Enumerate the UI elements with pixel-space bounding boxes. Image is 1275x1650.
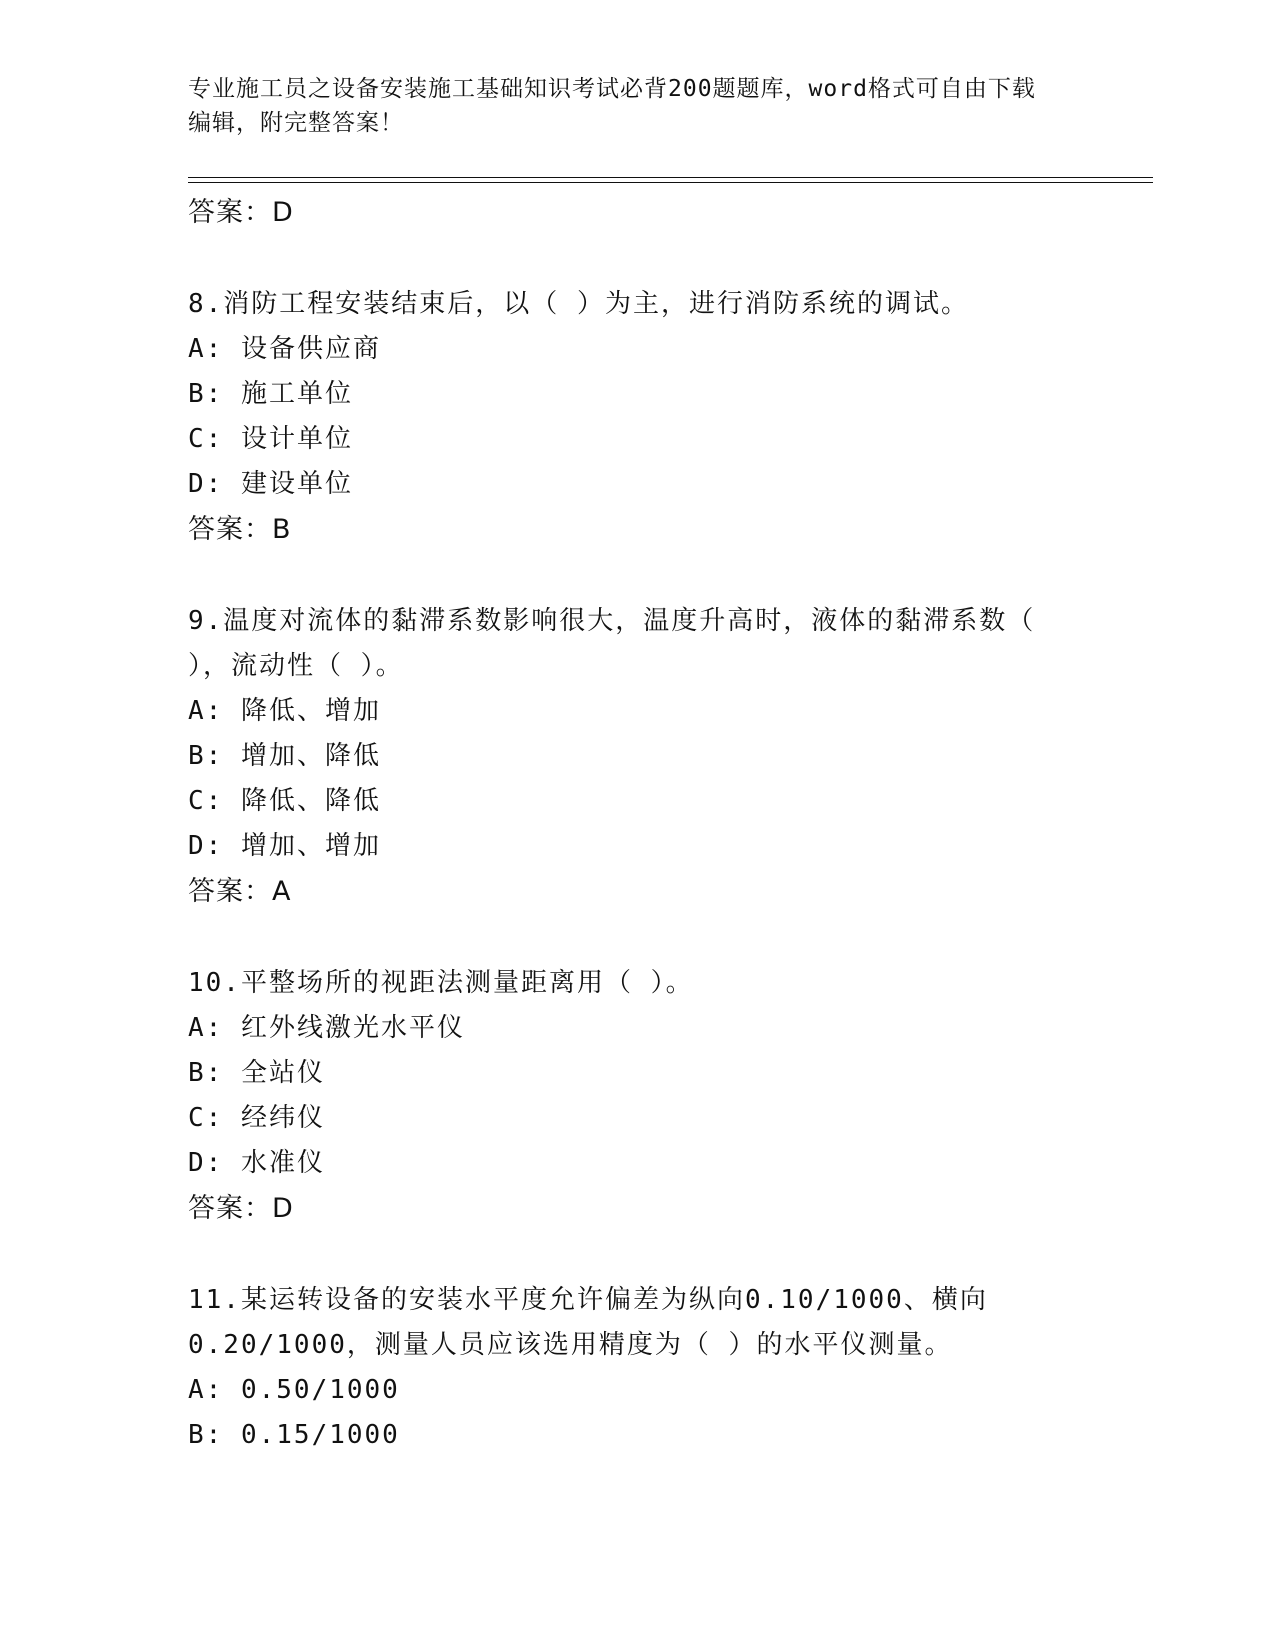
question-stem: 11.某运转设备的安装水平度允许偏差为纵向0.10/1000、横向: [188, 1285, 988, 1315]
option-b: B: 施工单位: [188, 379, 353, 409]
option-b: B: 增加、降低: [188, 741, 381, 771]
spacer: [188, 235, 1148, 282]
question-stem-continued: 0.20/1000，测量人员应该选用精度为（ ）的水平仪测量。: [188, 1330, 953, 1360]
option-c: C: 设计单位: [188, 424, 353, 454]
question-8: [188, 282, 1148, 552]
question-stem: 8.消防工程安装结束后，以（ ）为主，进行消防系统的调试。: [188, 289, 969, 319]
answer: 答案：D: [188, 1193, 294, 1224]
question-11: [188, 1278, 1148, 1458]
option-c: C: 经纬仪: [188, 1103, 325, 1133]
question-stem: 10.平整场所的视距法测量距离用（ ）。: [188, 968, 694, 998]
option-b: B: 0.15/1000: [188, 1420, 400, 1450]
option-a: A: 降低、增加: [188, 696, 381, 726]
header-divider-bottom: [188, 182, 1153, 183]
previous-answer: 答案：D: [188, 197, 294, 228]
header-line-1: 专业施工员之设备安装施工基础知识考试必背200题题库，word格式可自由下载: [188, 76, 1036, 102]
option-a: A: 设备供应商: [188, 334, 381, 364]
answer: 答案：A: [188, 876, 292, 907]
option-d: D: 建设单位: [188, 469, 353, 499]
option-d: D: 增加、增加: [188, 831, 381, 861]
document-header: [188, 72, 1088, 140]
option-b: B: 全站仪: [188, 1058, 325, 1088]
question-10: [188, 961, 1148, 1231]
question-stem-continued: ），流动性（ ）。: [188, 651, 404, 681]
question-list: [188, 190, 1148, 1458]
answer: 答案：B: [188, 514, 292, 545]
spacer: [188, 914, 1148, 961]
question-stem: 9.温度对流体的黏滞系数影响很大，温度升高时，液体的黏滞系数（: [188, 606, 1036, 636]
option-a: A: 0.50/1000: [188, 1375, 400, 1405]
option-c: C: 降低、降低: [188, 786, 381, 816]
header-line-2: 编辑，附完整答案！: [188, 110, 404, 136]
option-a: A: 红外线激光水平仪: [188, 1013, 465, 1043]
spacer: [188, 1231, 1148, 1278]
spacer: [188, 552, 1148, 599]
header-divider-top: [188, 177, 1153, 178]
question-9: [188, 599, 1148, 914]
option-d: D: 水准仪: [188, 1148, 325, 1178]
